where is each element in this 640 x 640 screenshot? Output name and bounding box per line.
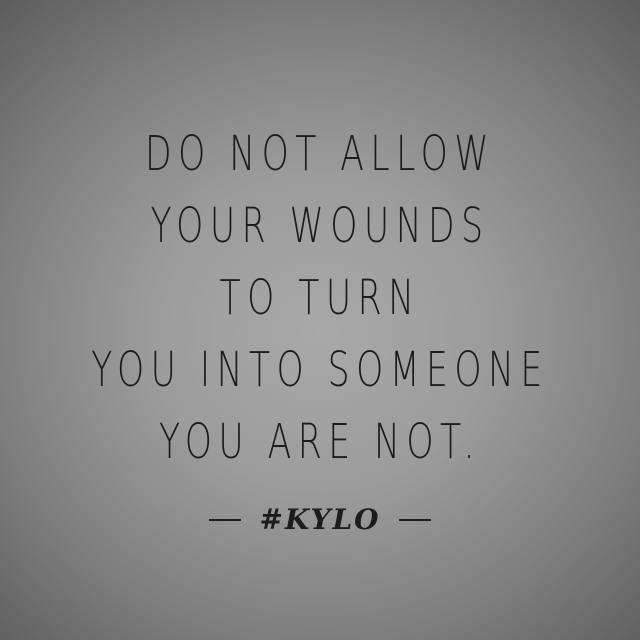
signature-hashtag: #KYLO [259, 503, 381, 536]
quote-line-3: TO TURN [219, 270, 421, 326]
quote-line-2: YOUR WOUNDS [150, 198, 490, 254]
quote-line-1: DO NOT ALLOW [144, 126, 496, 182]
signature-dash-right [399, 519, 431, 521]
signature-dash-left [209, 519, 241, 521]
quote-line-4: YOU INTO SOMEONE [91, 342, 549, 398]
quote-line-5: YOU ARE NOT. [159, 414, 481, 470]
quote-text [0, 118, 640, 478]
signature [0, 500, 640, 540]
